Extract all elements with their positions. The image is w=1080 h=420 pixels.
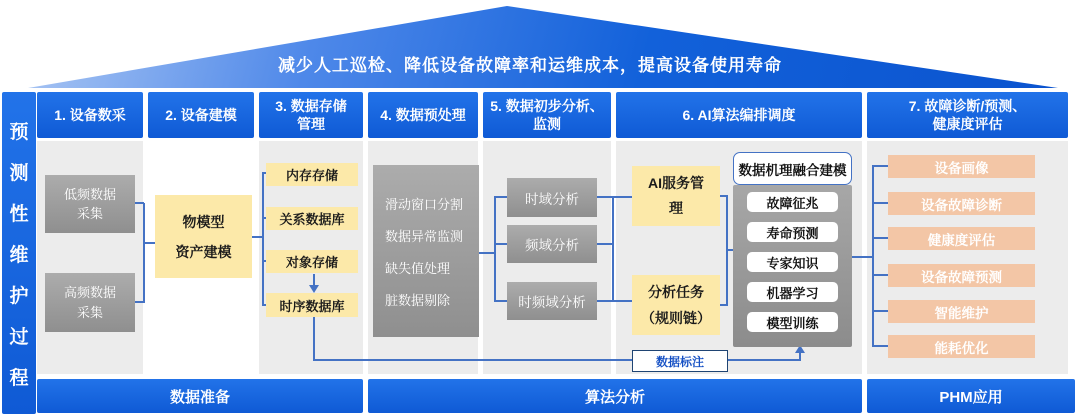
ai-service-mgmt-box: AI服务管理 bbox=[632, 166, 720, 226]
column-header-6 bbox=[616, 92, 862, 138]
column-header-2 bbox=[148, 92, 254, 138]
expert-knowledge-box: 专家知识 bbox=[747, 252, 838, 272]
connector-line bbox=[313, 317, 315, 361]
device-portrait-box: 设备画像 bbox=[888, 155, 1035, 178]
time-domain-box: 时域分析 bbox=[507, 178, 597, 217]
frequency-domain-box: 频域分析 bbox=[507, 225, 597, 263]
life-prediction-box: 寿命预测 bbox=[747, 222, 838, 242]
connector-line bbox=[479, 252, 495, 254]
analysis-task-line1: 分析任务 bbox=[648, 284, 704, 300]
analysis-task-line2: （规则链） bbox=[641, 310, 711, 326]
object-storage-box: 对象存储 bbox=[266, 250, 358, 273]
preprocessing-line: 数据异常监测 bbox=[385, 228, 464, 244]
column-header-3-text: 3. 数据存储 bbox=[275, 97, 347, 114]
connector-line bbox=[726, 249, 733, 251]
fault-diagnosis-box: 设备故障诊断 bbox=[888, 192, 1035, 215]
asset-modeling-line1: 物模型 bbox=[182, 213, 225, 230]
process-label-char: 性 bbox=[9, 203, 29, 225]
column-header-4 bbox=[368, 92, 478, 138]
preprocessing-line: 脏数据剔除 bbox=[385, 292, 451, 308]
column-header-5-text: 5. 数据初步分析、 bbox=[490, 97, 604, 114]
health-evaluation-box: 健康度评估 bbox=[888, 227, 1035, 250]
time-frequency-domain-box: 时频域分析 bbox=[507, 282, 597, 320]
connector-line bbox=[143, 203, 145, 303]
connector-line bbox=[494, 243, 507, 245]
column-header-7 bbox=[867, 92, 1068, 138]
preprocessing-line: 滑动窗口分割 bbox=[385, 196, 464, 212]
machine-learning-box: 机器学习 bbox=[747, 282, 838, 302]
process-label-char: 过 bbox=[9, 326, 29, 348]
arrow-down-icon bbox=[309, 285, 319, 293]
connector-line bbox=[872, 202, 888, 204]
benefit-banner-text: 减少人工巡检、降低设备故障率和运维成本，提高设备使用寿命 bbox=[278, 56, 782, 75]
column-header-2-text: 2. 设备建模 bbox=[165, 106, 237, 123]
connector-line bbox=[872, 274, 888, 276]
connector-line bbox=[612, 196, 614, 302]
memory-storage-box: 内存存储 bbox=[266, 163, 358, 186]
process-label-bar bbox=[2, 92, 36, 414]
relational-db-box: 关系数据库 bbox=[266, 207, 358, 230]
process-label-char: 护 bbox=[9, 285, 29, 307]
column-header-6-text: 6. AI算法编排调度 bbox=[682, 106, 796, 123]
connector-line bbox=[852, 256, 874, 258]
energy-optimization-box: 能耗优化 bbox=[888, 335, 1035, 358]
data-annotation-box: 数据标注 bbox=[632, 350, 728, 372]
process-label-char: 程 bbox=[9, 367, 29, 389]
preprocessing-box bbox=[373, 165, 479, 337]
footer-phm-application: PHM应用 bbox=[867, 379, 1075, 413]
fault-prediction-box: 设备故障预测 bbox=[888, 264, 1035, 287]
connector-line bbox=[728, 359, 800, 361]
asset-modeling-box bbox=[155, 195, 252, 278]
connector-line bbox=[612, 300, 632, 302]
process-label-char: 预 bbox=[9, 121, 29, 143]
column-header-7-text: 7. 故障诊断/预测、 bbox=[908, 97, 1027, 114]
fault-symptom-box: 故障征兆 bbox=[747, 192, 838, 212]
connector-line bbox=[262, 173, 264, 306]
process-label-char: 维 bbox=[9, 244, 29, 266]
low-frequency-collection-box: 低频数据采集 bbox=[45, 175, 135, 233]
column-header-5-text2: 监测 bbox=[533, 116, 561, 132]
connector-line bbox=[872, 345, 888, 347]
timeseries-db-box: 时序数据库 bbox=[266, 293, 358, 317]
fusion-modeling-title: 数据机理融合建模 bbox=[733, 152, 852, 185]
connector-line bbox=[494, 300, 507, 302]
footer-data-preparation: 数据准备 bbox=[37, 379, 363, 413]
column-header-3 bbox=[259, 92, 363, 138]
preprocessing-line: 缺失值处理 bbox=[385, 260, 451, 276]
connector-line bbox=[799, 352, 801, 361]
connector-line bbox=[494, 197, 496, 302]
model-training-box: 模型训练 bbox=[747, 312, 838, 332]
analysis-task-box bbox=[632, 275, 720, 335]
footer-algorithm-analysis: 算法分析 bbox=[368, 379, 862, 413]
column-header-7-text2: 健康度评估 bbox=[932, 116, 1003, 132]
connector-line bbox=[872, 165, 874, 347]
connector-line bbox=[872, 165, 888, 167]
connector-line bbox=[494, 196, 507, 198]
connector-line bbox=[143, 242, 155, 244]
intelligent-maintenance-box: 智能维护 bbox=[888, 300, 1035, 323]
column-header-1 bbox=[37, 92, 143, 138]
column-header-5 bbox=[483, 92, 611, 138]
high-frequency-collection-box: 高频数据采集 bbox=[45, 273, 135, 332]
column-header-3-text2: 管理 bbox=[297, 116, 325, 132]
column-header-4-text: 4. 数据预处理 bbox=[380, 106, 466, 123]
asset-modeling-line2: 资产建模 bbox=[175, 243, 232, 260]
connector-line bbox=[872, 237, 888, 239]
process-label-char: 测 bbox=[9, 162, 29, 184]
connector-line bbox=[872, 310, 888, 312]
connector-line bbox=[313, 359, 632, 361]
connector-line bbox=[612, 196, 632, 198]
column-header-1-text: 1. 设备数采 bbox=[54, 106, 126, 123]
